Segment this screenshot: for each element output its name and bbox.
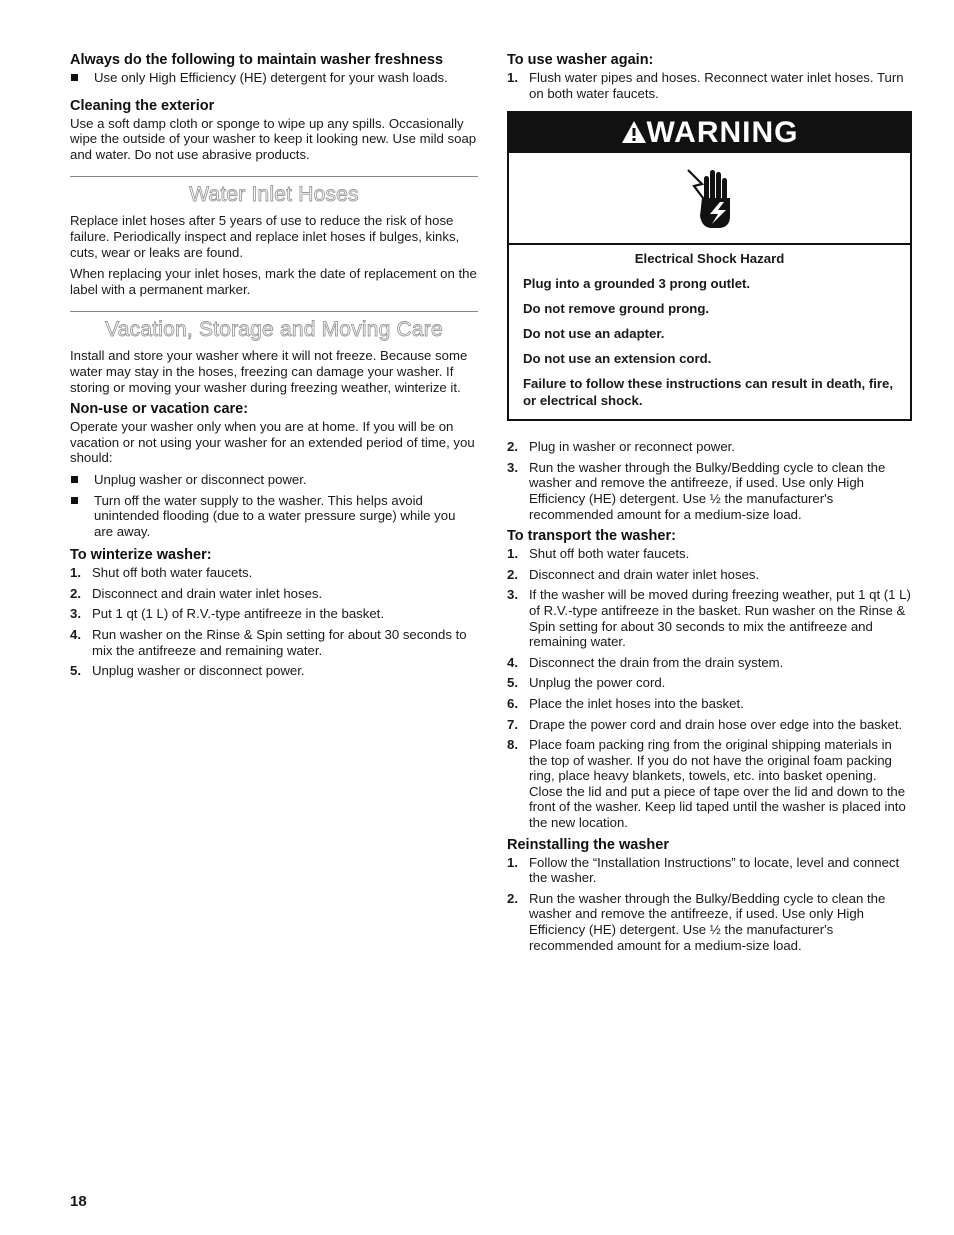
list-item: 8. Place foam packing ring from the original shipping materials in the top of washer. If you do not have the original foam packing ring, place heavy blankets, towels, etc. into basket opening. Close the lid and put a piece of tape over the lid and down to the front of the washer. Keep lid taped until the washer is placed into the new location. xyxy=(507,737,906,831)
list-item: Use only High Efficiency (HE) detergent for your wash loads. xyxy=(70,70,478,86)
hoses-paragraph-2: When replacing your inlet hoses, mark the date of replacement on the label with a permanent marker. xyxy=(70,266,477,297)
list-item: 1. Shut off both water faucets. xyxy=(70,565,253,581)
vacation-paragraph: Install and store your washer where it will not freeze. Because some water may stay in the hoses, freezing can damage your washer. If storing or moving your washer during freezing weather, winterize it. xyxy=(70,348,468,395)
electrical-shock-hand-icon xyxy=(680,162,740,234)
warning-line: Do not use an extension cord. xyxy=(523,351,712,367)
list-item: 3. If the washer will be moved during freezing weather, put 1 qt (1 L) of R.V.-type antifreeze in the basket. Run washer on the Rinse & Spin setting for about 30 seconds to mix the antifreeze and remaining water. xyxy=(507,587,911,650)
warning-line: Failure to follow these instructions can result in death, fire, or electrical shock. xyxy=(523,376,894,409)
winterize-steps xyxy=(70,565,478,679)
list-item: 5. Unplug the power cord. xyxy=(507,675,666,691)
list-item: 2. Plug in washer or reconnect power. xyxy=(507,439,735,455)
winterize-heading: To winterize washer: xyxy=(70,547,212,564)
list-item: 5. Unplug washer or disconnect power. xyxy=(70,663,305,679)
warning-line: Do not remove ground prong. xyxy=(523,301,710,317)
reinstall-heading: Reinstalling the washer xyxy=(507,836,669,853)
page-number: 18 xyxy=(70,1193,87,1210)
list-item: 7. Drape the power cord and drain hose over edge into the basket. xyxy=(507,716,903,732)
warning-lead: Electrical Shock Hazard xyxy=(634,251,785,267)
list-item: 3. Put 1 qt (1 L) of R.V.-type antifreeze in the basket. xyxy=(70,606,384,622)
list-item: 6. Place the inlet hoses into the basket. xyxy=(507,695,744,711)
list-item: Unplug washer or disconnect power. xyxy=(70,472,478,488)
nonuse-list xyxy=(70,472,478,539)
exterior-heading: Cleaning the exterior xyxy=(70,97,215,114)
use-again-steps-continued xyxy=(507,439,912,522)
left-column xyxy=(70,52,478,685)
freshness-list xyxy=(70,70,478,86)
warning-header xyxy=(509,113,910,153)
transport-steps xyxy=(507,546,912,831)
freshness-heading: Always do the following to maintain washer freshness xyxy=(70,52,444,68)
section-divider xyxy=(70,311,478,312)
transport-heading: To transport the washer: xyxy=(507,528,676,545)
vacation-section-title: Vacation, Storage and Moving Care xyxy=(105,318,443,342)
use-again-heading: To use washer again: xyxy=(507,52,654,68)
list-item: 1. Shut off both water faucets. xyxy=(507,546,690,562)
list-item: Turn off the water supply to the washer. This helps avoid unintended flooding (due to a water pressure surge) while you are away. xyxy=(70,493,478,540)
warning-triangle-icon xyxy=(621,120,647,144)
list-item: 4. Run washer on the Rinse & Spin setting for about 30 seconds to mix the antifreeze and remaining water. xyxy=(70,627,467,658)
exterior-text: Use a soft damp cloth or sponge to wipe up any spills. Occasionally wipe the outside of your washer to keep it looking new. Use mild soap and water. Do not use abrasive products. xyxy=(70,115,477,162)
list-item: 4. Disconnect the drain from the drain system. xyxy=(507,654,784,670)
list-item: 2. Run the washer through the Bulky/Bedding cycle to clean the washer and remove the antifreeze, if used. Use only High Efficiency (HE) detergent. Use ½ the manufacturer's recommended amount for a medium-size load. xyxy=(507,890,886,953)
list-item: 2. Disconnect and drain water inlet hoses. xyxy=(507,566,760,582)
nonuse-paragraph: Operate your washer only when you are at home. If you will be on vacation or not using your washer for an extended period of time, you should: xyxy=(70,419,475,466)
reinstall-steps xyxy=(507,855,912,954)
section-divider xyxy=(70,176,478,177)
right-column xyxy=(507,52,912,959)
list-item: 3. Run the washer through the Bulky/Bedding cycle to clean the washer and remove the antifreeze, if used. Use only High Efficiency (HE) detergent. Use ½ the manufacturer's recommended amount for a medium-size load. xyxy=(507,459,886,522)
hoses-paragraph-1: Replace inlet hoses after 5 years of use to reduce the risk of hose failure. Periodically inspect and replace inlet hoses if bulges, kinks, cuts, wear or leaks are found. xyxy=(70,213,460,260)
warning-line: Do not use an adapter. xyxy=(523,326,665,342)
hoses-section-title: Water Inlet Hoses xyxy=(189,183,359,207)
warning-box xyxy=(507,111,912,421)
nonuse-heading: Non-use or vacation care: xyxy=(70,401,249,418)
warning-title: WARNING xyxy=(646,116,799,150)
use-again-steps xyxy=(507,70,912,101)
list-item: 1. Follow the “Installation Instructions” to locate, level and connect the washer. xyxy=(507,854,900,886)
list-item: 1. Flush water pipes and hoses. Reconnect water inlet hoses. Turn on both water faucets. xyxy=(507,70,904,101)
list-item: 2. Disconnect and drain water inlet hoses. xyxy=(70,585,323,601)
warning-line: Plug into a grounded 3 prong outlet. xyxy=(523,276,751,292)
